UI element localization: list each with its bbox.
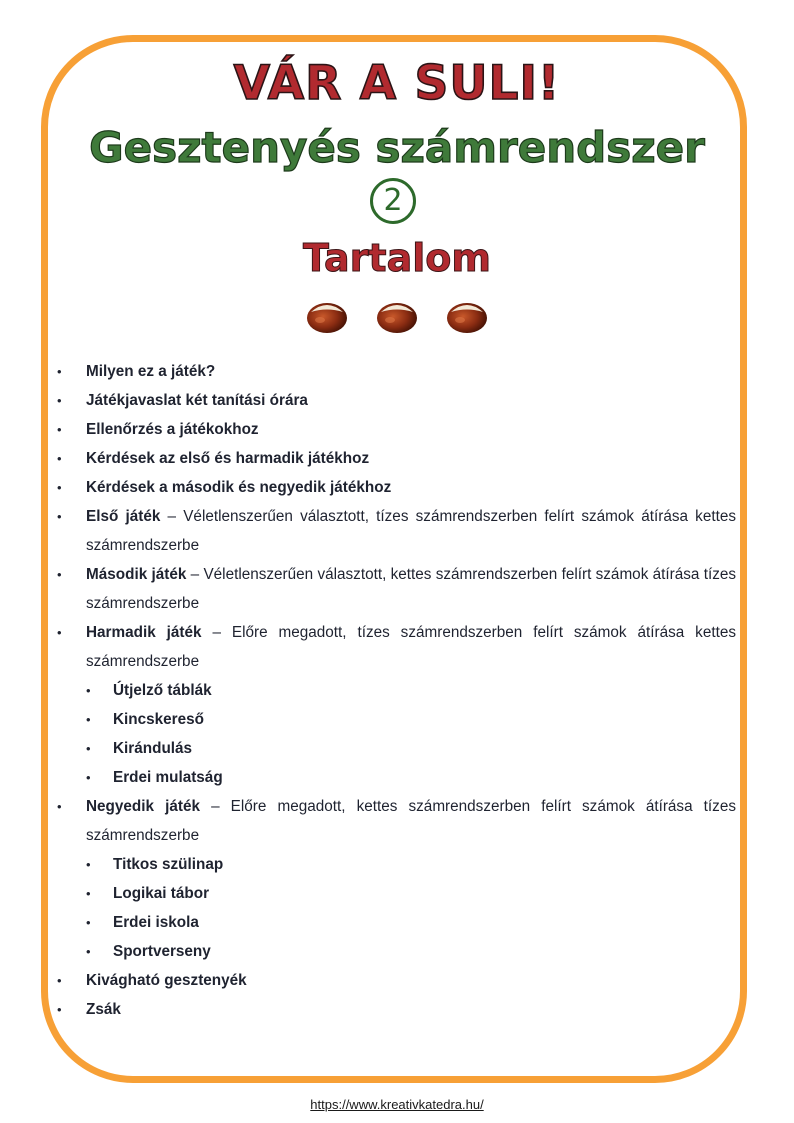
bullet-icon: • — [57, 567, 62, 582]
page-subtitle: Gesztenyés számrendszer — [89, 123, 705, 172]
sub-list-item — [57, 763, 736, 792]
footer-link[interactable]: https://www.kreativkatedra.hu/ — [310, 1097, 484, 1112]
bullet-icon: • — [57, 364, 62, 379]
list-item — [57, 502, 736, 560]
list-item — [57, 995, 736, 1024]
chestnut-icon — [306, 296, 348, 334]
item-label: Harmadik játék — [86, 624, 202, 641]
bullet-icon: • — [57, 393, 62, 408]
list-item — [57, 357, 736, 386]
item-label: Ellenőrzés a játékokhoz — [86, 421, 259, 438]
list-item — [57, 473, 736, 502]
circled-number: 2 — [370, 178, 416, 224]
bullet-icon: • — [57, 799, 62, 814]
bullet-icon: • — [86, 857, 91, 872]
bullet-icon: • — [86, 915, 91, 930]
bullet-icon: • — [57, 509, 62, 524]
item-label: Második játék — [86, 566, 187, 583]
item-label: Kincskereső — [113, 711, 204, 728]
page-title: VÁR A SULI! — [233, 56, 561, 111]
bullet-icon: • — [86, 712, 91, 727]
bullet-icon: • — [57, 451, 62, 466]
bullet-icon: • — [57, 973, 62, 988]
chestnut-icon — [446, 296, 488, 334]
bullet-icon: • — [86, 944, 91, 959]
list-item — [57, 560, 736, 618]
item-label: Milyen ez a játék? — [86, 363, 216, 380]
chestnut-row — [0, 296, 794, 336]
sub-list-item — [57, 879, 736, 908]
sub-list-item — [57, 850, 736, 879]
bullet-icon: • — [57, 1002, 62, 1017]
item-description: – Véletlenszerűen választott, kettes számrendszerben felírt számok átírása tízes számrendszerbe — [86, 566, 736, 612]
section-title: Tartalom — [303, 236, 491, 280]
item-label: Első játék — [86, 508, 161, 525]
list-item — [57, 415, 736, 444]
list-item — [57, 792, 736, 850]
sub-list-item — [57, 676, 736, 705]
item-label: Sportverseny — [113, 943, 211, 960]
item-description: – Véletlenszerűen választott, tízes számrendszerben felírt számok átírása kettes számrendszerbe — [86, 508, 736, 554]
item-label: Erdei iskola — [113, 914, 199, 931]
sub-list-item — [57, 705, 736, 734]
item-label: Játékjavaslat két tanítási órára — [86, 392, 308, 409]
list-item — [57, 386, 736, 415]
bullet-icon: • — [86, 683, 91, 698]
item-label: Negyedik játék — [86, 798, 200, 815]
item-label: Kivágható gesztenyék — [86, 972, 247, 989]
bullet-icon: • — [86, 886, 91, 901]
item-label: Titkos szülinap — [113, 856, 224, 873]
sub-list-item — [57, 734, 736, 763]
item-label: Kirándulás — [113, 740, 193, 757]
bullet-icon: • — [86, 741, 91, 756]
item-label: Kérdések az első és harmadik játékhoz — [86, 450, 370, 467]
list-item — [57, 966, 736, 995]
bullet-icon: • — [86, 770, 91, 785]
chestnut-icon — [376, 296, 418, 334]
sub-list-item — [57, 937, 736, 966]
contents-list — [57, 357, 736, 1024]
sub-list-item — [57, 908, 736, 937]
item-label: Erdei mulatság — [113, 769, 223, 786]
list-item — [57, 444, 736, 473]
bullet-icon: • — [57, 480, 62, 495]
item-label: Zsák — [86, 1001, 121, 1018]
list-item — [57, 618, 736, 676]
item-label: Kérdések a második és negyedik játékhoz — [86, 479, 392, 496]
item-label: Logikai tábor — [113, 885, 210, 902]
bullet-icon: • — [57, 625, 62, 640]
item-description: – Előre megadott, tízes számrendszerben felírt számok átírása kettes számrendszerbe — [86, 624, 736, 670]
item-label: Útjelző táblák — [113, 682, 212, 699]
bullet-icon: • — [57, 422, 62, 437]
item-description: – Előre megadott, kettes számrendszerben felírt számok átírása tízes számrendszerbe — [86, 798, 736, 844]
